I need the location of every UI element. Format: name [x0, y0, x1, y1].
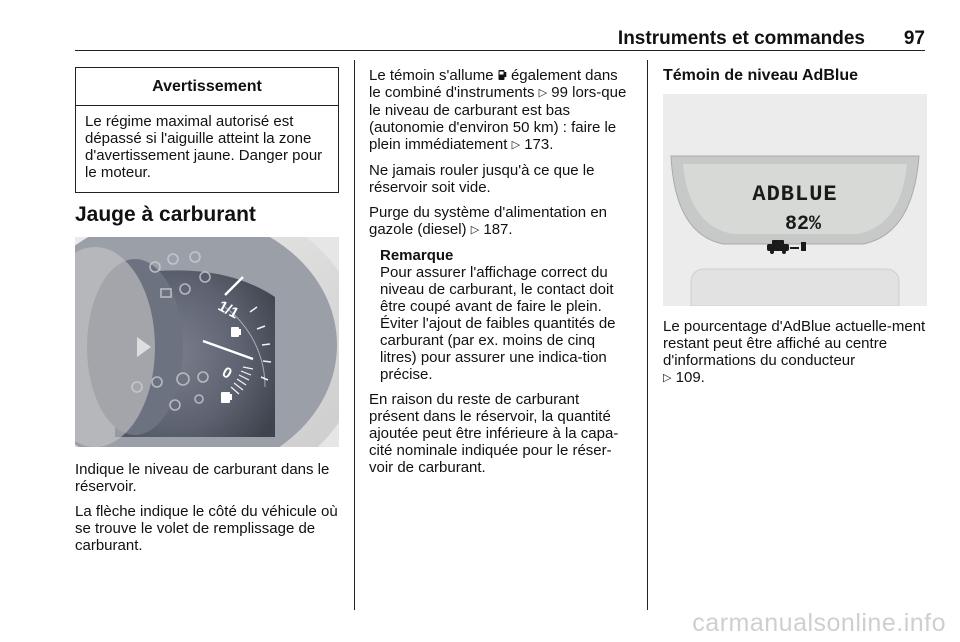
paragraph: Indique le niveau de carburant dans le réservoir.	[75, 461, 330, 495]
fuel-pump-icon	[498, 69, 507, 81]
text-run: Purge du système d'alimentation en gazole (diesel)	[369, 204, 608, 238]
column-divider	[354, 60, 355, 610]
page-reference[interactable]: 173.	[524, 136, 554, 153]
fuel-gauge-illustration	[75, 237, 339, 447]
ref-triangle-icon: ▷	[538, 87, 548, 99]
paragraph	[369, 204, 633, 239]
text-run: également dans le combiné d'instruments	[369, 67, 618, 101]
section-title: Instruments et commandes	[617, 28, 865, 49]
ref-triangle-icon: ▷	[470, 224, 480, 236]
column-divider	[647, 60, 648, 610]
ref-triangle-icon: ▷	[663, 372, 672, 384]
page-header	[75, 28, 925, 50]
remark-title: Remarque	[380, 247, 454, 264]
paragraph: La flèche indique le côté du véhicule où se trouve le volet de remplissage de carburant.	[75, 503, 338, 554]
paragraph: En raison du reste de carburant présent dans le réservoir, la quantité ajoutée peut être inférieure à la capa-cité nominale indiquée pour le réser-voir de carburant.	[369, 391, 619, 476]
adblue-heading: Témoin de niveau AdBlue	[663, 67, 858, 84]
page-reference[interactable]: 187.	[483, 221, 513, 238]
fuel-gauge-text	[75, 461, 339, 562]
warning-body: Le régime maximal autorisé est dépassé si l'aiguille atteint la zone d'avertissement jaune. Danger pour le moteur.	[85, 113, 323, 181]
page-reference[interactable]: 109.	[675, 369, 705, 386]
paragraph: Ne jamais rouler jusqu'à ce que le réservoir soit vide.	[369, 162, 595, 196]
fuel-gauge-figure	[75, 237, 339, 447]
text-run: lors-que le niveau de carburant est bas (autonomie d'environ 50 km) : faire le plein immédiatement	[369, 84, 627, 153]
remark-body: Pour assurer l'affichage correct du niveau de carburant, le contact doit être coupé avant de faire le plein. Éviter l'ajout de faibles quantités de carburant (par ex. moins de cinq litres) pour assurer une indica-tion précise.	[380, 264, 616, 383]
warning-box	[75, 67, 339, 193]
adblue-display-illustration	[663, 94, 927, 306]
text-run: Le témoin s'allume	[369, 67, 494, 84]
remark-note	[369, 247, 633, 383]
gauge-label-full: 1/1	[215, 297, 242, 323]
adblue-display-percent: 82%	[784, 213, 822, 236]
adblue-display-label: ADBLUE	[752, 182, 838, 207]
watermark: carmanualsonline.info	[692, 609, 946, 637]
gauge-label-empty: 0	[219, 363, 235, 383]
column-2-text	[369, 67, 633, 484]
paragraph	[369, 67, 633, 154]
header-rule	[75, 50, 925, 51]
page-reference[interactable]: 99	[551, 84, 568, 101]
page-number: 97	[903, 28, 925, 49]
paragraph	[663, 318, 927, 387]
fuel-gauge-heading: Jauge à carburant	[75, 203, 256, 226]
warning-title: Avertissement	[76, 68, 338, 106]
ref-triangle-icon: ▷	[511, 139, 521, 151]
adblue-figure	[663, 94, 927, 306]
text-run: Le pourcentage d'AdBlue actuelle-ment restant peut être affiché au centre d'informations du conducteur	[663, 318, 926, 369]
column-3-text	[663, 67, 927, 395]
